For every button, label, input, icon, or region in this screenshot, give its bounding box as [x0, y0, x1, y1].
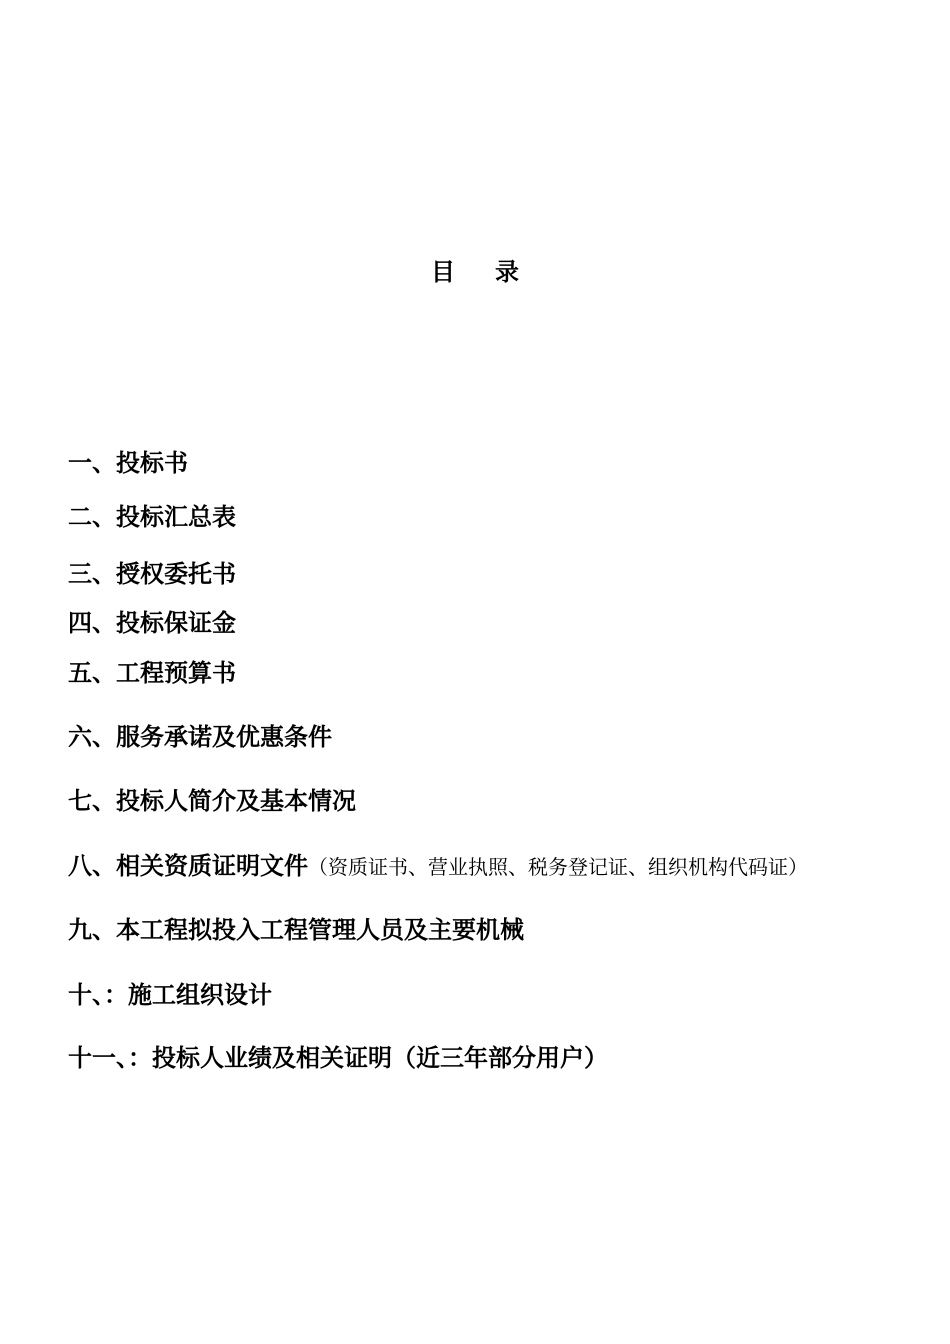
toc-item-5: [68, 657, 236, 689]
toc-item-text: 七、投标人简介及基本情况: [68, 786, 356, 815]
title-char-1: 目: [431, 257, 455, 286]
toc-item-text: 十一、：投标人业绩及相关证明（近三年部分用户）: [68, 1043, 608, 1072]
toc-item-2: [68, 501, 236, 533]
toc-item-1: [68, 447, 188, 479]
toc-item-text: 九、本工程拟投入工程管理人员及主要机械: [68, 915, 524, 944]
toc-item-3: [68, 558, 236, 590]
toc-item-text: 三、授权委托书: [68, 559, 236, 588]
toc-item-7: [68, 785, 356, 817]
toc-item-note: （资质证书、营业执照、税务登记证、组织机构代码证）: [308, 855, 808, 879]
toc-item-text: 四、投标保证金: [68, 608, 236, 637]
title-char-2: 录: [495, 257, 519, 286]
toc-item-text: 六、服务承诺及优惠条件: [68, 722, 332, 751]
toc-item-11: [68, 1042, 608, 1074]
toc-item-10: [68, 979, 272, 1011]
toc-item-9: [68, 914, 524, 946]
toc-item-text: 二、投标汇总表: [68, 502, 236, 531]
toc-item-text: 一、投标书: [68, 448, 188, 477]
toc-item-text: 十、：施工组织设计: [68, 980, 272, 1009]
toc-item-text: 八、相关资质证明文件: [68, 851, 308, 880]
toc-item-6: [68, 721, 332, 753]
toc-item-8: [68, 850, 808, 883]
toc-item-text: 五、工程预算书: [68, 658, 236, 687]
toc-item-4: [68, 607, 236, 639]
page-title: [0, 252, 950, 287]
